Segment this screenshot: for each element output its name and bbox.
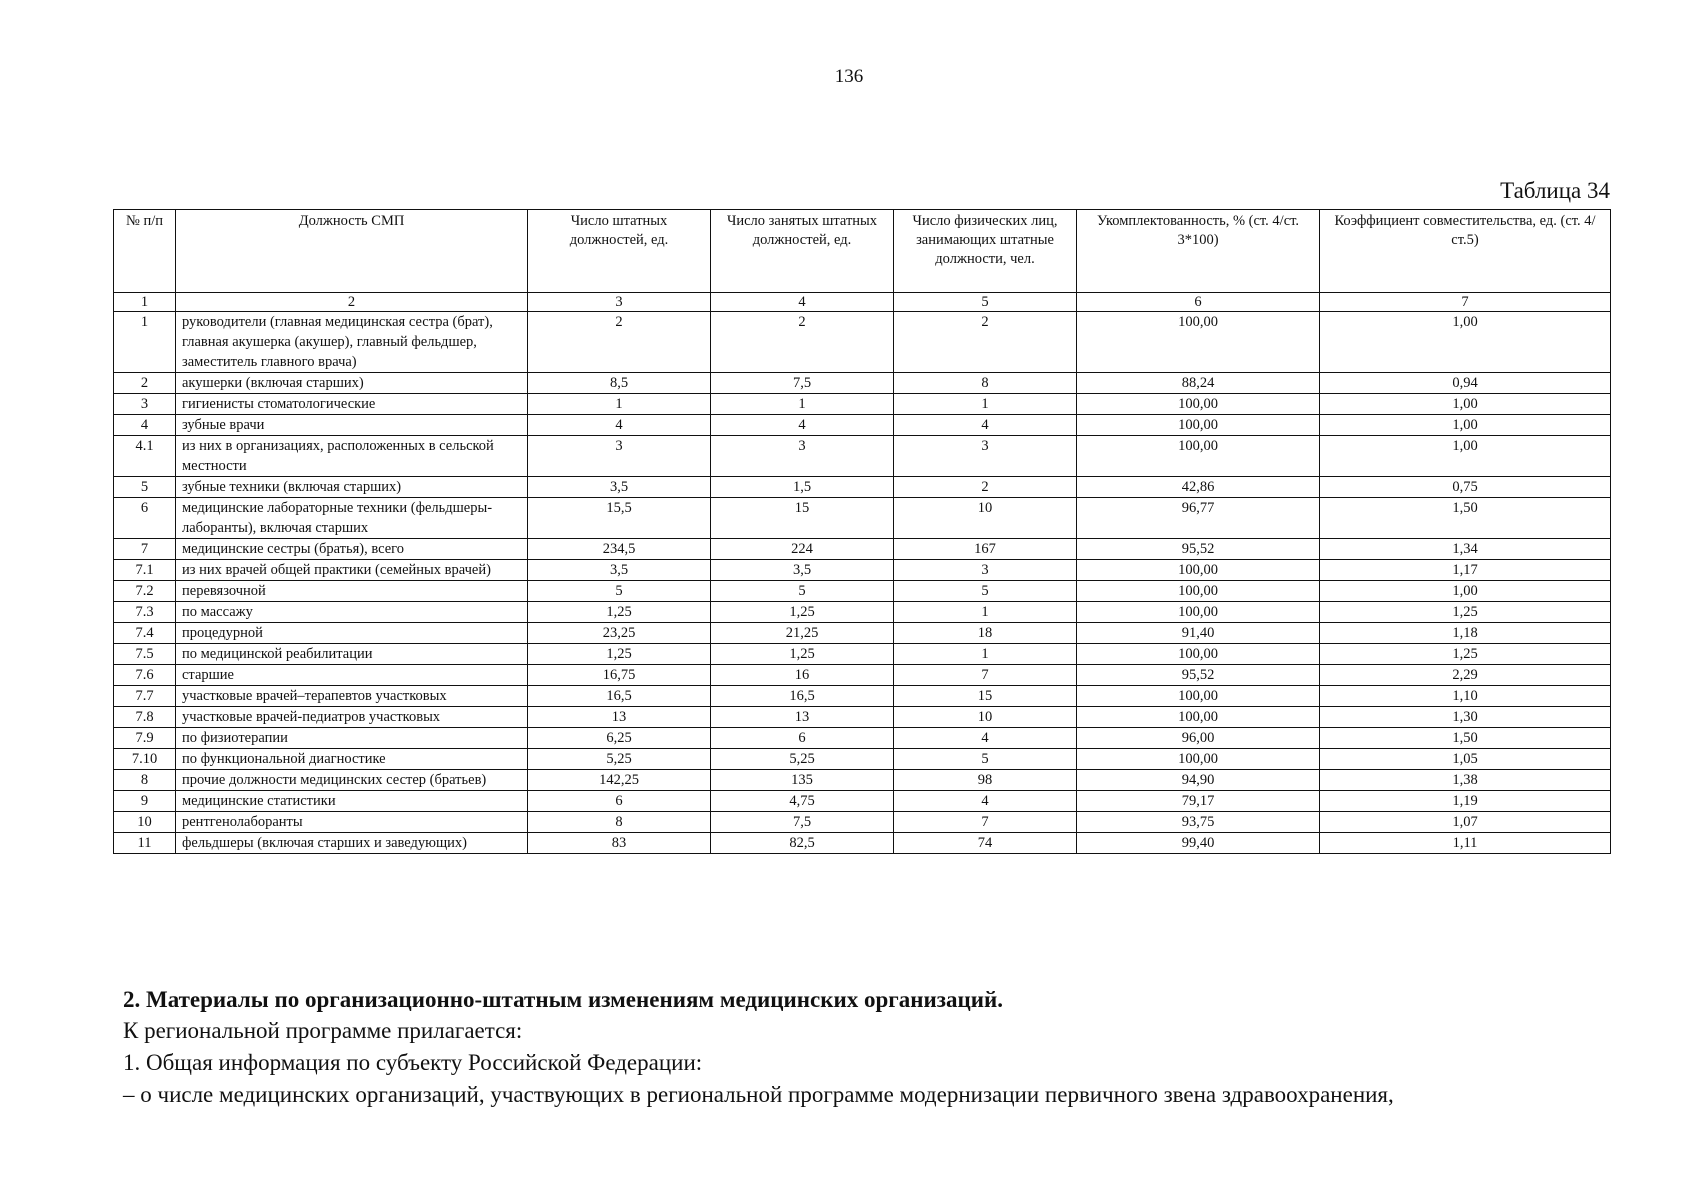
column-number: 4 [711, 293, 894, 312]
row-position: по функциональной диагностике [176, 749, 528, 770]
row-number: 1 [114, 312, 176, 373]
row-occupied-positions: 16 [711, 665, 894, 686]
row-position: медицинские статистики [176, 791, 528, 812]
table-row [114, 415, 1611, 436]
row-position: прочие должности медицинских сестер (братьев) [176, 770, 528, 791]
table-row [114, 833, 1611, 854]
page-number: 136 [834, 66, 864, 87]
row-persons: 5 [894, 749, 1077, 770]
row-coefficient: 1,34 [1320, 539, 1611, 560]
row-persons: 18 [894, 623, 1077, 644]
table-row [114, 394, 1611, 415]
table-row [114, 560, 1611, 581]
table-row [114, 665, 1611, 686]
row-persons: 74 [894, 833, 1077, 854]
row-occupied-positions: 82,5 [711, 833, 894, 854]
row-coefficient: 1,25 [1320, 644, 1611, 665]
row-persons: 10 [894, 498, 1077, 539]
row-number: 3 [114, 394, 176, 415]
header-persons: Число физических лиц, занимающих штатные должности, чел. [894, 210, 1077, 293]
row-completeness: 100,00 [1077, 312, 1320, 373]
header-position: Должность СМП [176, 210, 528, 293]
row-completeness: 100,00 [1077, 394, 1320, 415]
row-staff-positions: 5 [528, 581, 711, 602]
row-position: участковые врачей-педиатров участковых [176, 707, 528, 728]
row-position: по медицинской реабилитации [176, 644, 528, 665]
row-persons: 7 [894, 665, 1077, 686]
header-number: № п/п [114, 210, 176, 293]
row-completeness: 100,00 [1077, 686, 1320, 707]
row-coefficient: 1,00 [1320, 394, 1611, 415]
section-paragraph: – о числе медицинских организаций, участвующих в региональной программе модернизации первичного звена здравоохранения, [123, 1082, 1394, 1107]
section-title: 2. Материалы по организационно-штатным изменениям медицинских организаций. [123, 987, 1003, 1012]
row-staff-positions: 1,25 [528, 602, 711, 623]
row-position: акушерки (включая старших) [176, 373, 528, 394]
row-coefficient: 1,17 [1320, 560, 1611, 581]
row-position: руководители (главная медицинская сестра (брат), главная акушерка (акушер), главный фельдшер, заместитель главного врача) [176, 312, 528, 373]
row-staff-positions: 5,25 [528, 749, 711, 770]
row-completeness: 88,24 [1077, 373, 1320, 394]
column-number: 6 [1077, 293, 1320, 312]
column-number: 3 [528, 293, 711, 312]
row-number: 7.7 [114, 686, 176, 707]
row-occupied-positions: 135 [711, 770, 894, 791]
row-coefficient: 1,07 [1320, 812, 1611, 833]
row-occupied-positions: 1,25 [711, 644, 894, 665]
row-staff-positions: 83 [528, 833, 711, 854]
table-row [114, 749, 1611, 770]
row-completeness: 99,40 [1077, 833, 1320, 854]
row-completeness: 100,00 [1077, 749, 1320, 770]
row-persons: 8 [894, 373, 1077, 394]
row-persons: 4 [894, 791, 1077, 812]
row-position: по физиотерапии [176, 728, 528, 749]
row-occupied-positions: 4,75 [711, 791, 894, 812]
row-occupied-positions: 7,5 [711, 812, 894, 833]
row-coefficient: 1,11 [1320, 833, 1611, 854]
row-staff-positions: 23,25 [528, 623, 711, 644]
row-persons: 2 [894, 477, 1077, 498]
header-staff-positions: Число штатных должностей, ед. [528, 210, 711, 293]
row-occupied-positions: 6 [711, 728, 894, 749]
row-position: старшие [176, 665, 528, 686]
row-number: 2 [114, 373, 176, 394]
row-number: 4 [114, 415, 176, 436]
row-persons: 1 [894, 602, 1077, 623]
row-staff-positions: 3,5 [528, 560, 711, 581]
row-completeness: 96,00 [1077, 728, 1320, 749]
row-staff-positions: 1,25 [528, 644, 711, 665]
row-persons: 3 [894, 436, 1077, 477]
header-completeness: Укомплектованность, % (ст. 4/ст. 3*100) [1077, 210, 1320, 293]
row-number: 7.9 [114, 728, 176, 749]
row-persons: 3 [894, 560, 1077, 581]
row-staff-positions: 6 [528, 791, 711, 812]
row-persons: 7 [894, 812, 1077, 833]
column-number: 7 [1320, 293, 1611, 312]
row-persons: 2 [894, 312, 1077, 373]
row-occupied-positions: 1,5 [711, 477, 894, 498]
row-number: 5 [114, 477, 176, 498]
row-number: 7.2 [114, 581, 176, 602]
row-completeness: 94,90 [1077, 770, 1320, 791]
row-position: участковые врачей–терапевтов участковых [176, 686, 528, 707]
row-number: 7.8 [114, 707, 176, 728]
row-persons: 4 [894, 728, 1077, 749]
row-occupied-positions: 1 [711, 394, 894, 415]
column-number: 2 [176, 293, 528, 312]
table-row [114, 812, 1611, 833]
row-completeness: 100,00 [1077, 415, 1320, 436]
row-coefficient: 1,10 [1320, 686, 1611, 707]
column-number-row [114, 293, 1611, 312]
row-completeness: 91,40 [1077, 623, 1320, 644]
row-coefficient: 1,25 [1320, 602, 1611, 623]
table-row [114, 436, 1611, 477]
row-coefficient: 1,05 [1320, 749, 1611, 770]
row-staff-positions: 3,5 [528, 477, 711, 498]
row-persons: 5 [894, 581, 1077, 602]
row-persons: 1 [894, 644, 1077, 665]
table-row [114, 312, 1611, 373]
row-coefficient: 1,18 [1320, 623, 1611, 644]
row-number: 7.5 [114, 644, 176, 665]
row-staff-positions: 8,5 [528, 373, 711, 394]
row-completeness: 93,75 [1077, 812, 1320, 833]
section-paragraph: К региональной программе прилагается: [123, 1018, 523, 1043]
row-staff-positions: 1 [528, 394, 711, 415]
row-staff-positions: 142,25 [528, 770, 711, 791]
row-occupied-positions: 21,25 [711, 623, 894, 644]
row-number: 7.4 [114, 623, 176, 644]
row-staff-positions: 16,75 [528, 665, 711, 686]
row-number: 7 [114, 539, 176, 560]
row-occupied-positions: 5,25 [711, 749, 894, 770]
row-completeness: 96,77 [1077, 498, 1320, 539]
row-coefficient: 1,00 [1320, 581, 1611, 602]
row-completeness: 42,86 [1077, 477, 1320, 498]
row-position: зубные техники (включая старших) [176, 477, 528, 498]
row-occupied-positions: 15 [711, 498, 894, 539]
row-coefficient: 1,00 [1320, 312, 1611, 373]
row-coefficient: 1,38 [1320, 770, 1611, 791]
row-staff-positions: 234,5 [528, 539, 711, 560]
row-completeness: 95,52 [1077, 539, 1320, 560]
row-persons: 167 [894, 539, 1077, 560]
row-occupied-positions: 7,5 [711, 373, 894, 394]
row-completeness: 100,00 [1077, 581, 1320, 602]
section-paragraph: 1. Общая информация по субъекту Российской Федерации: [123, 1050, 703, 1075]
row-staff-positions: 15,5 [528, 498, 711, 539]
row-persons: 98 [894, 770, 1077, 791]
table-caption: Таблица 34 [1500, 178, 1610, 203]
table-row [114, 770, 1611, 791]
row-coefficient: 1,50 [1320, 728, 1611, 749]
row-position: зубные врачи [176, 415, 528, 436]
row-coefficient: 1,30 [1320, 707, 1611, 728]
column-number: 5 [894, 293, 1077, 312]
table-row [114, 728, 1611, 749]
table-row [114, 623, 1611, 644]
row-completeness: 100,00 [1077, 644, 1320, 665]
row-coefficient: 0,75 [1320, 477, 1611, 498]
table-row [114, 707, 1611, 728]
row-position: гигиенисты стоматологические [176, 394, 528, 415]
row-position: перевязочной [176, 581, 528, 602]
row-position: процедурной [176, 623, 528, 644]
row-number: 7.10 [114, 749, 176, 770]
row-coefficient: 1,00 [1320, 436, 1611, 477]
row-position: по массажу [176, 602, 528, 623]
row-completeness: 100,00 [1077, 602, 1320, 623]
row-occupied-positions: 3 [711, 436, 894, 477]
row-coefficient: 1,00 [1320, 415, 1611, 436]
row-occupied-positions: 3,5 [711, 560, 894, 581]
table-row [114, 602, 1611, 623]
row-position: из них врачей общей практики (семейных врачей) [176, 560, 528, 581]
row-occupied-positions: 224 [711, 539, 894, 560]
staffing-table [113, 209, 1611, 854]
row-number: 9 [114, 791, 176, 812]
row-staff-positions: 16,5 [528, 686, 711, 707]
row-number: 4.1 [114, 436, 176, 477]
row-position: фельдшеры (включая старших и заведующих) [176, 833, 528, 854]
row-staff-positions: 4 [528, 415, 711, 436]
row-persons: 15 [894, 686, 1077, 707]
row-completeness: 100,00 [1077, 436, 1320, 477]
row-position: медицинские лабораторные техники (фельдшеры-лаборанты), включая старших [176, 498, 528, 539]
table-row [114, 791, 1611, 812]
row-completeness: 100,00 [1077, 707, 1320, 728]
row-number: 7.6 [114, 665, 176, 686]
row-staff-positions: 8 [528, 812, 711, 833]
row-staff-positions: 13 [528, 707, 711, 728]
row-occupied-positions: 16,5 [711, 686, 894, 707]
row-position: из них в организациях, расположенных в сельской местности [176, 436, 528, 477]
row-number: 11 [114, 833, 176, 854]
row-persons: 4 [894, 415, 1077, 436]
table-row [114, 477, 1611, 498]
row-completeness: 79,17 [1077, 791, 1320, 812]
table-body [114, 312, 1611, 854]
table-header-row [114, 210, 1611, 293]
row-staff-positions: 6,25 [528, 728, 711, 749]
row-persons: 1 [894, 394, 1077, 415]
row-coefficient: 0,94 [1320, 373, 1611, 394]
table-row [114, 498, 1611, 539]
header-coefficient: Коэффициент совместительства, ед. (ст. 4/ст.5) [1320, 210, 1611, 293]
row-number: 6 [114, 498, 176, 539]
row-completeness: 100,00 [1077, 560, 1320, 581]
row-completeness: 95,52 [1077, 665, 1320, 686]
row-coefficient: 1,19 [1320, 791, 1611, 812]
row-coefficient: 2,29 [1320, 665, 1611, 686]
row-staff-positions: 3 [528, 436, 711, 477]
table-row [114, 373, 1611, 394]
row-coefficient: 1,50 [1320, 498, 1611, 539]
row-staff-positions: 2 [528, 312, 711, 373]
row-occupied-positions: 5 [711, 581, 894, 602]
table-row [114, 581, 1611, 602]
header-occupied-positions: Число занятых штатных должностей, ед. [711, 210, 894, 293]
row-occupied-positions: 2 [711, 312, 894, 373]
row-number: 10 [114, 812, 176, 833]
table-row [114, 686, 1611, 707]
row-persons: 10 [894, 707, 1077, 728]
table-row [114, 539, 1611, 560]
row-position: медицинские сестры (братья), всего [176, 539, 528, 560]
table-row [114, 644, 1611, 665]
row-occupied-positions: 1,25 [711, 602, 894, 623]
row-number: 7.3 [114, 602, 176, 623]
row-occupied-positions: 13 [711, 707, 894, 728]
row-number: 8 [114, 770, 176, 791]
row-position: рентгенолаборанты [176, 812, 528, 833]
row-occupied-positions: 4 [711, 415, 894, 436]
column-number: 1 [114, 293, 176, 312]
row-number: 7.1 [114, 560, 176, 581]
